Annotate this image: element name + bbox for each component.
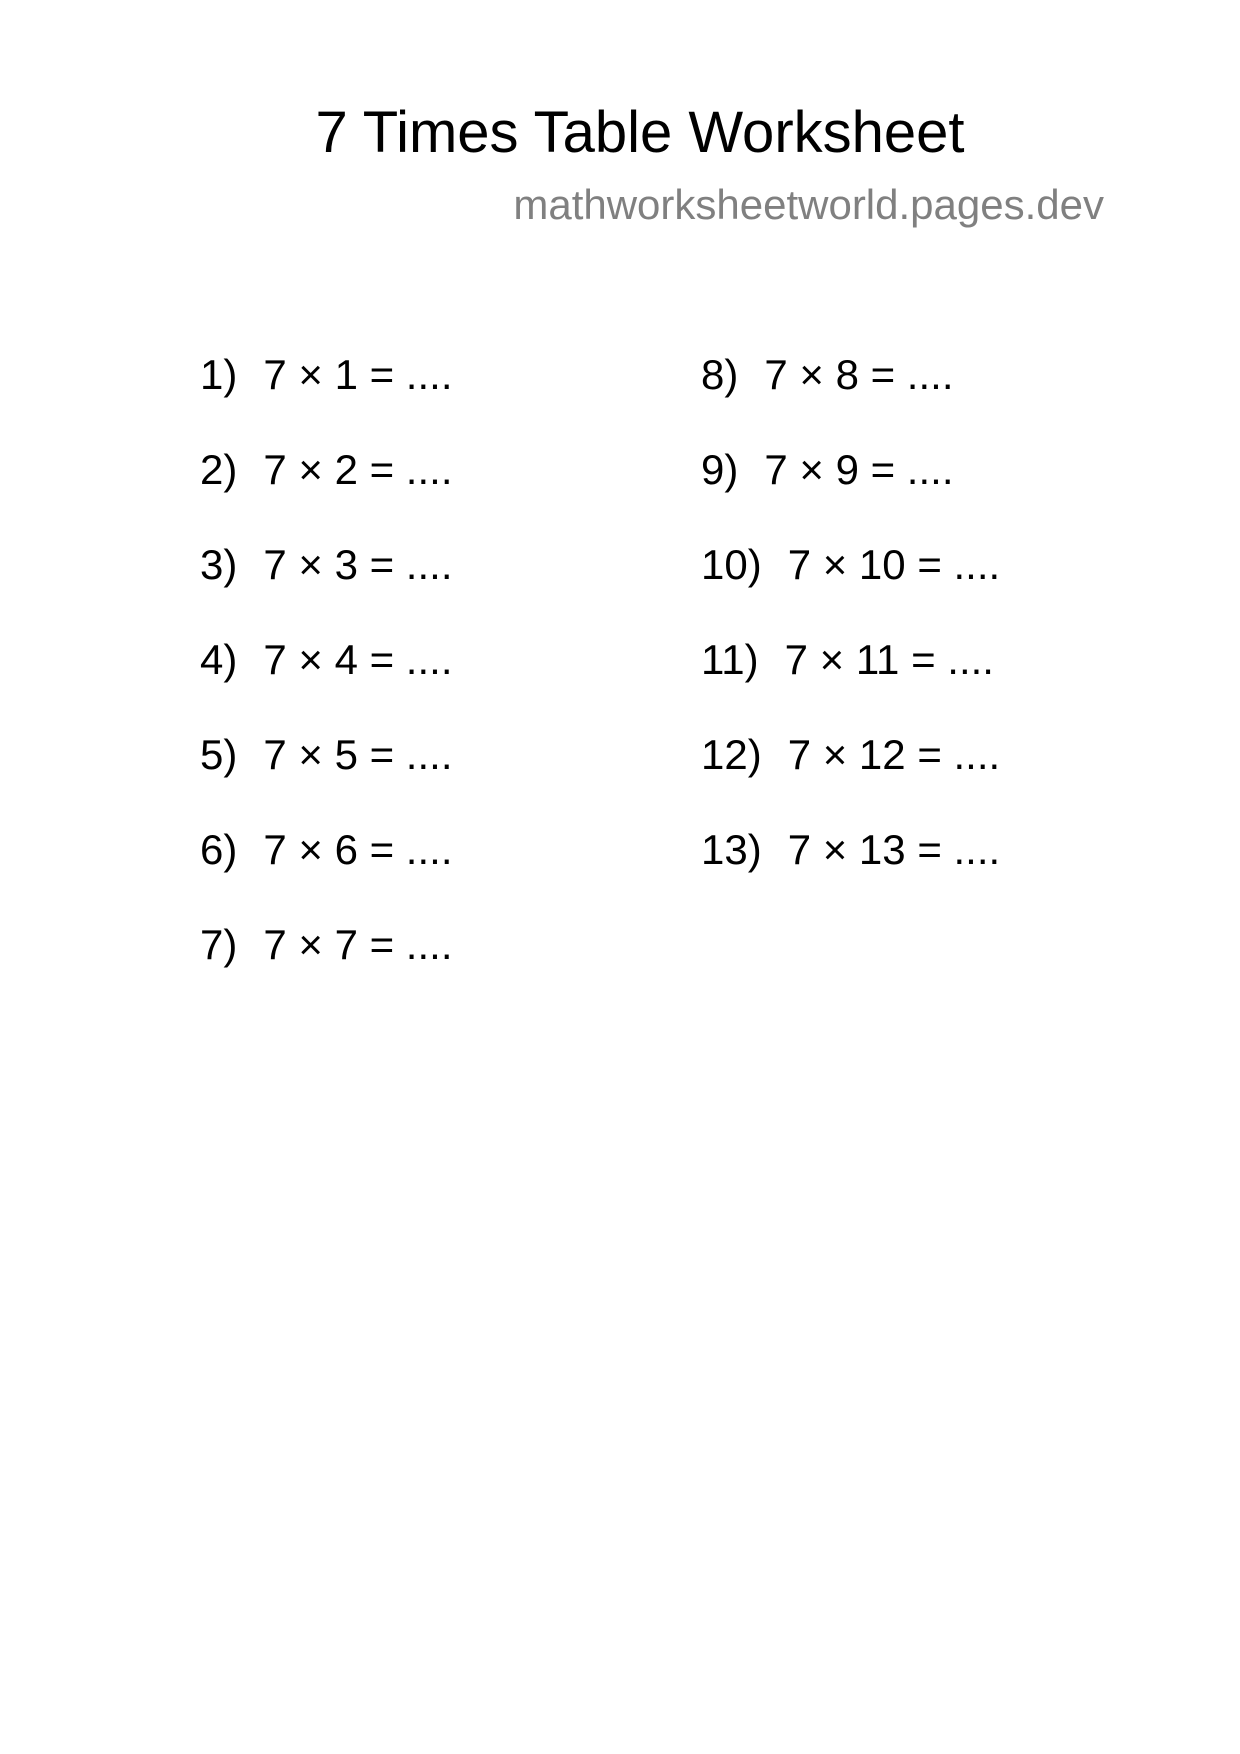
problems-left-column bbox=[200, 350, 452, 1015]
problem-expression: 7 × 7 = .... bbox=[263, 921, 453, 968]
problem-item bbox=[200, 920, 452, 1015]
problem-expression: 7 × 10 = .... bbox=[787, 541, 1001, 588]
problems-right-column bbox=[701, 350, 1000, 920]
problem-number: 13) bbox=[701, 826, 762, 873]
problem-number: 2) bbox=[200, 446, 238, 493]
problem-item bbox=[701, 730, 1000, 825]
problem-number: 7) bbox=[200, 921, 238, 968]
problem-number: 6) bbox=[200, 826, 238, 873]
problem-number: 12) bbox=[701, 731, 762, 778]
problem-expression: 7 × 11 = .... bbox=[784, 636, 994, 683]
problem-item bbox=[701, 540, 1000, 635]
problem-item bbox=[200, 635, 452, 730]
problem-item bbox=[200, 825, 452, 920]
problem-item bbox=[200, 540, 452, 635]
problem-expression: 7 × 12 = .... bbox=[787, 731, 1001, 778]
problem-number: 9) bbox=[701, 446, 739, 493]
problem-item bbox=[200, 350, 452, 445]
problem-number: 8) bbox=[701, 351, 739, 398]
problem-expression: 7 × 3 = .... bbox=[263, 541, 453, 588]
problem-item bbox=[701, 635, 1000, 730]
problem-expression: 7 × 9 = .... bbox=[764, 446, 954, 493]
problem-expression: 7 × 13 = .... bbox=[787, 826, 1001, 873]
problem-number: 10) bbox=[701, 541, 762, 588]
problem-expression: 7 × 6 = .... bbox=[263, 826, 453, 873]
problem-expression: 7 × 2 = .... bbox=[263, 446, 453, 493]
problem-number: 3) bbox=[200, 541, 238, 588]
problem-item bbox=[701, 350, 1000, 445]
problem-item bbox=[701, 445, 1000, 540]
problem-item bbox=[200, 730, 452, 825]
problem-number: 5) bbox=[200, 731, 238, 778]
source-url: mathworksheetworld.pages.dev bbox=[513, 181, 1104, 228]
problem-expression: 7 × 1 = .... bbox=[263, 351, 453, 398]
problem-expression: 7 × 8 = .... bbox=[764, 351, 954, 398]
problem-expression: 7 × 4 = .... bbox=[263, 636, 453, 683]
problem-number: 4) bbox=[200, 636, 238, 683]
problem-number: 1) bbox=[200, 351, 238, 398]
problem-expression: 7 × 5 = .... bbox=[263, 731, 453, 778]
problem-item bbox=[200, 445, 452, 540]
problem-item bbox=[701, 825, 1000, 920]
problem-number: 11) bbox=[701, 636, 759, 683]
worksheet-title: 7 Times Table Worksheet bbox=[315, 100, 965, 165]
